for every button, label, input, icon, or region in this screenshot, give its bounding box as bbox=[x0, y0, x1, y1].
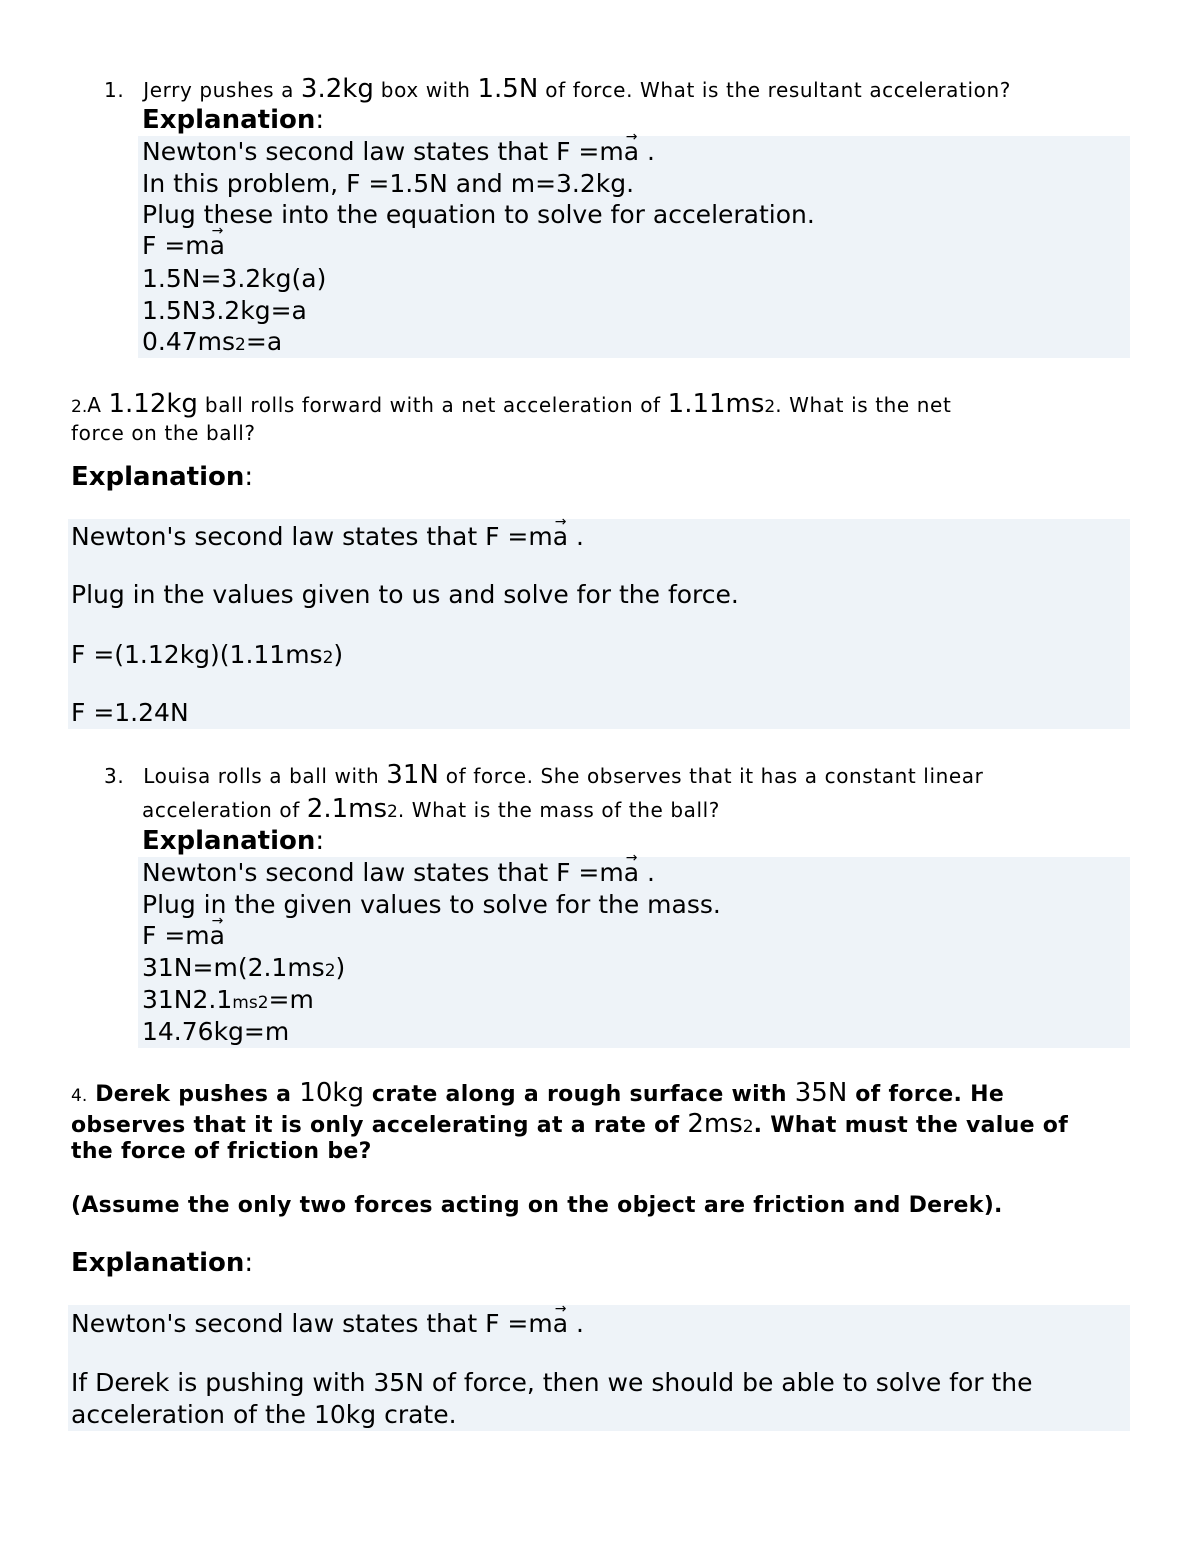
explanation-line: F =1.24N bbox=[71, 698, 189, 727]
question-number: 2. bbox=[71, 397, 88, 417]
explanation-line: 0.47ms2=a bbox=[142, 327, 283, 356]
explanation-line: Newton's second law states that F =ma → . bbox=[142, 136, 655, 168]
explanation-line: 1.5N=3.2kg(a) bbox=[142, 264, 327, 293]
explanation-line: In this problem, F =1.5N and m=3.2kg. bbox=[142, 169, 635, 198]
question-number: 3. bbox=[104, 764, 125, 788]
explanation-line: F =(1.12kg)(1.11ms2) bbox=[71, 640, 344, 669]
explanation-line: Plug in the values given to us and solve for the force. bbox=[71, 580, 739, 609]
explanation-heading: Explanation: bbox=[71, 462, 254, 492]
explanation-line: 14.76kg=m bbox=[142, 1017, 290, 1046]
explanation-line: acceleration of the 10kg crate. bbox=[71, 1400, 457, 1429]
question-text: Jerry pushes a bbox=[143, 78, 301, 102]
question-text: acceleration of 2.1ms2. What is the mass of the ball? bbox=[142, 794, 721, 824]
explanation-line: F =ma → bbox=[142, 920, 225, 952]
explanation-heading: Explanation: bbox=[142, 105, 325, 135]
question-text: observes that it is only accelerating at a rate of 2ms2. What must the value of bbox=[71, 1109, 1069, 1139]
explanation-line: F =ma → bbox=[142, 230, 225, 262]
explanation-line: If Derek is pushing with 35N of force, then we should be able to solve for the bbox=[71, 1368, 1033, 1397]
question-4: 4. Derek pushes a 10kg crate along a rough surface with 35N of force. He bbox=[71, 1078, 1005, 1108]
question-text: the force of friction be? bbox=[71, 1139, 372, 1164]
question-number: 1. bbox=[104, 78, 125, 102]
question-number: 4. bbox=[71, 1086, 88, 1106]
question-text: force on the ball? bbox=[71, 421, 256, 445]
explanation-line: Plug these into the equation to solve for acceleration. bbox=[142, 200, 815, 229]
question-3: 3. Louisa rolls a ball with 31N of force. She observes that it has a constant linear bbox=[104, 760, 984, 790]
question-1: 1. Jerry pushes a 3.2kg box with 1.5N of force. What is the resultant acceleration? bbox=[104, 74, 1011, 104]
question-2: 2.A 1.12kg ball rolls forward with a net acceleration of 1.11ms2. What is the net bbox=[71, 389, 952, 419]
explanation-line: 31N2.1ms2=m bbox=[142, 985, 314, 1014]
assumption-note: (Assume the only two forces acting on the object are friction and Derek). bbox=[71, 1193, 1003, 1218]
explanation-line: Newton's second law states that F =ma → . bbox=[142, 857, 655, 889]
explanation-line: 31N=m(2.1ms2) bbox=[142, 953, 346, 982]
explanation-line: Newton's second law states that F =ma → . bbox=[71, 521, 584, 553]
explanation-heading: Explanation: bbox=[142, 826, 325, 856]
explanation-line: 1.5N3.2kg=a bbox=[142, 296, 307, 325]
explanation-heading: Explanation: bbox=[71, 1248, 254, 1278]
explanation-line: Newton's second law states that F =ma → . bbox=[71, 1308, 584, 1340]
explanation-line: Plug in the given values to solve for the mass. bbox=[142, 890, 721, 919]
